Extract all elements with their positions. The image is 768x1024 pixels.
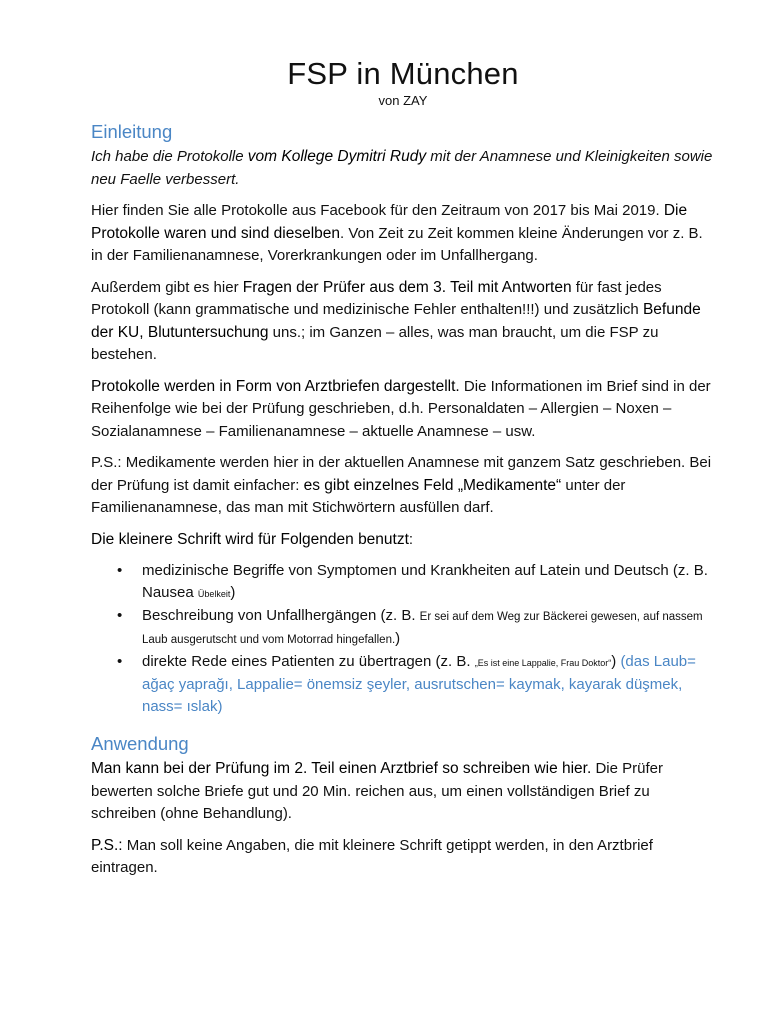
text-run: Die Informationen im Brief sind in der Reihenfolge wie bei der Prüfung geschrieben, d.h. Personaldaten – Allergien – Noxen – Sozialanamnese – Familienanamnese – aktuelle Anamnese – usw.	[91, 377, 711, 440]
bullet-list	[91, 560, 715, 718]
text-run: Ich habe die Protokolle	[91, 148, 248, 165]
document-title: FSP in München	[287, 56, 519, 91]
highlight-text: Fragen der Prüfer aus dem 3. Teil mit Antworten	[242, 278, 572, 296]
highlight-text: Die kleinere Schrift wird für Folgenden benutzt	[91, 530, 409, 548]
text-run: für fast jedes Protokoll (kann grammatische und medizinische Fehler enthalten!!!) und zusätzlich	[91, 278, 662, 318]
usage-paragraph-1	[91, 758, 715, 826]
highlight-text: vom Kollege Dymitri Rudy	[247, 148, 427, 165]
highlight-text: Befunde der KU, Blutuntersuchung	[91, 301, 701, 341]
text-run: P.S.: Medikamente werden hier in der aktuellen Anamnese mit ganzem Satz geschrieben. Bei der Prüfung ist damit einfacher:	[91, 454, 712, 494]
highlight-text: Man kann bei der Prüfung im 2. Teil einen Arztbrief so schreiben wie hier.	[91, 760, 592, 777]
small-text: Er sei auf dem Weg zur Bäckerei gewesen, auf nassem Laub ausgerutscht und vom Motorrad hingefallen.	[142, 611, 703, 646]
intro-paragraph-4	[91, 376, 715, 444]
text-run: Man soll keine Angaben, die mit kleinere Schrift getippt werden, in den Arztbrief eintragen.	[91, 836, 653, 876]
small-text: Übelkeit	[197, 589, 231, 599]
list-item	[91, 560, 715, 605]
intro-paragraph-6	[91, 529, 715, 552]
text-run: direkte Rede eines Patienten zu übertragen (z. B.	[142, 653, 475, 670]
text-run: . Von Zeit zu Zeit kommen kleine Änderungen vor z. B. in der Familienanamnese, Vorerkrankungen oder im Unfallhergang.	[91, 224, 703, 264]
list-item	[91, 651, 715, 718]
highlight-text: es gibt einzelnes Feld „Medikamente“	[303, 476, 562, 494]
highlight-text: Protokolle werden in Form von Arztbriefen dargestellt.	[91, 377, 460, 395]
text-run: unter der Familienanamnese, das man mit Stichwörtern ausfüllen darf.	[91, 476, 626, 516]
document-content	[91, 56, 715, 889]
text-run: Außerdem gibt es hier	[91, 278, 243, 296]
text-run: :	[408, 530, 414, 548]
highlight-text: Die Protokolle waren und sind dieselben	[91, 202, 688, 242]
intro-paragraph-3	[91, 277, 715, 367]
text-run: )	[611, 653, 621, 670]
text-run: medizinische Begriffe von Symptomen und Krankheiten auf Latein und Deutsch (z. B. Nausea	[142, 562, 708, 601]
text-run: uns.; im Ganzen – alles, was man braucht, um die FSP zu bestehen.	[91, 323, 659, 363]
translation-note: (das Laub= ağaç yaprağı, Lappalie= önemsiz şeyler, ausrutschen= kaymak, kayarak düşmek, nass= ıslak)	[142, 653, 696, 715]
intro-paragraph-1	[91, 146, 715, 191]
intro-paragraph-2	[91, 200, 715, 268]
list-item	[91, 605, 715, 651]
section-heading-anwendung: Anwendung	[91, 733, 189, 754]
text-run: Hier finden Sie alle Protokolle aus Facebook für den Zeitraum von 2017 bis Mai 2019.	[91, 202, 664, 219]
small-text: „Es ist eine Lappalie, Frau Doktor“	[474, 658, 612, 668]
text-run: )	[230, 584, 236, 601]
usage-paragraph-2	[91, 835, 715, 880]
intro-paragraph-5	[91, 452, 715, 520]
section-heading-einleitung: Einleitung	[91, 121, 173, 142]
highlight-text: P.S.:	[91, 836, 123, 854]
text-run: Die Prüfer bewerten solche Briefe gut und 20 Min. reichen aus, um einen vollständigen Brief zu schreiben (ohne Behandlung).	[91, 760, 663, 822]
text-run: mit der Anamnese und Kleinigkeiten sowie neu Faelle verbessert.	[91, 148, 713, 188]
text-run: Beschreibung von Unfallhergängen (z. B.	[142, 607, 420, 624]
document-author: von ZAY	[378, 93, 428, 108]
text-run: )	[395, 630, 401, 647]
